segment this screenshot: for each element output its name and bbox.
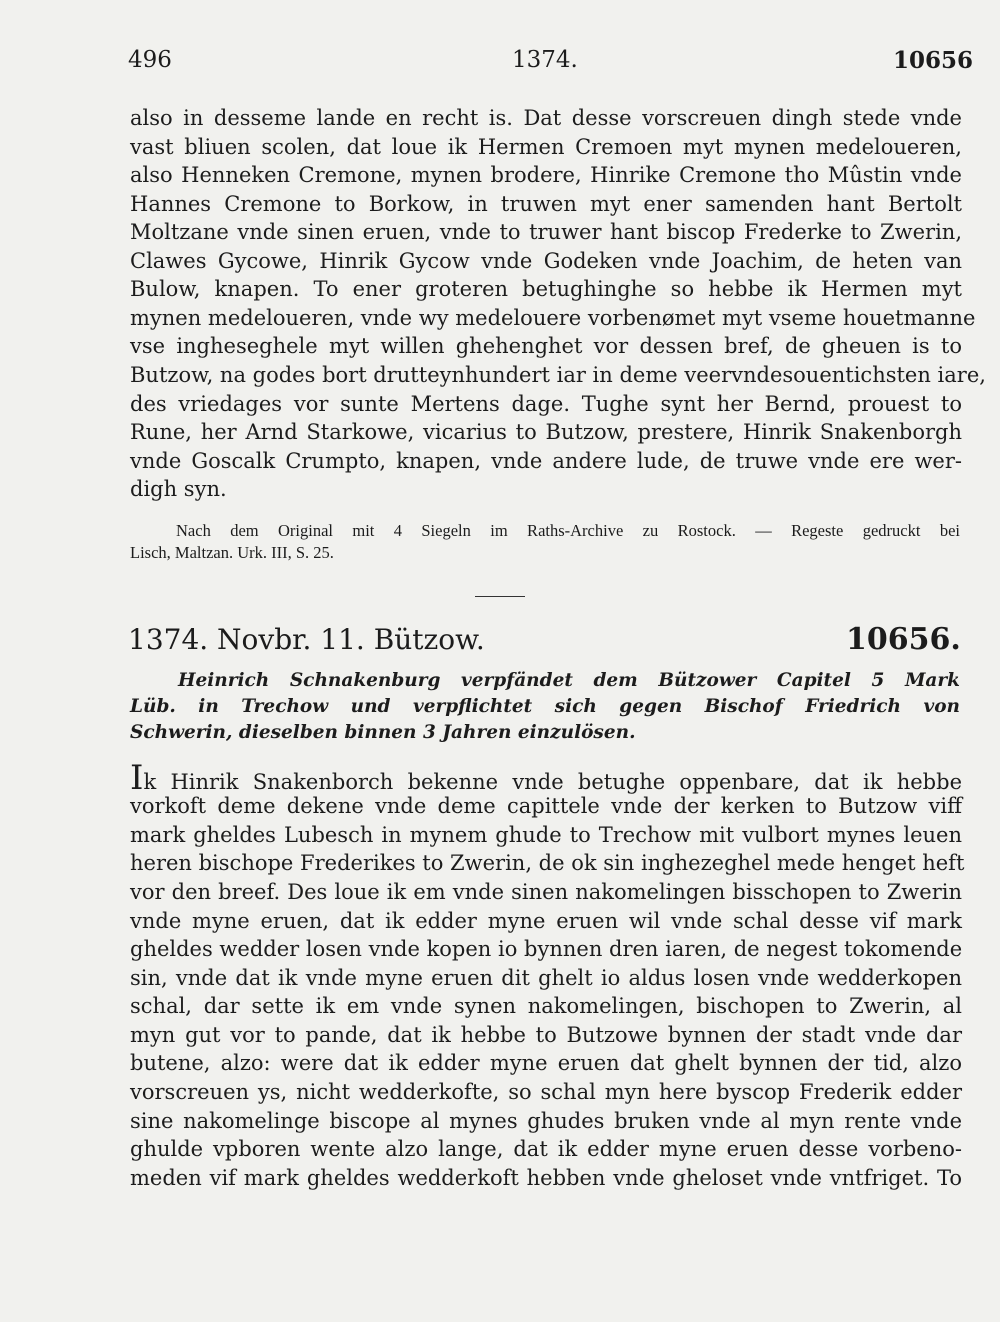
body-line: meden vif mark gheldes wedderkoft hebben vnde gheloset vnde vntfriget. To <box>130 1166 962 1190</box>
header-year: 1374. <box>512 47 578 73</box>
page-number: 496 <box>128 47 172 73</box>
initial-letter: I <box>130 758 144 798</box>
body-line: mark gheldes Lubesch in mynem ghude to Trechow mit vulbort mynes leuen <box>130 823 962 847</box>
continuation-line: Clawes Gycowe, Hinrik Gycow vnde Godeken vnde Joachim, de heten van <box>130 249 962 273</box>
continuation-line: mynen medeloueren, vnde wy medelouere vorbenømet myt vseme houetmanne <box>130 306 976 330</box>
body-line: vor den breef. Des loue ik em vnde sinen nakomelingen bisschopen to Zwerin <box>130 880 962 904</box>
continuation-line: vast bliuen scolen, dat loue ik Hermen Cremoen myt mynen medeloueren, <box>130 135 962 159</box>
continuation-line: Rune, her Arnd Starkowe, vicarius to Butzow, prestere, Hinrik Snakenborgh <box>130 420 962 444</box>
source-note-line: Lisch, Maltzan. Urk. III, S. 25. <box>130 543 334 562</box>
body-line: butene, alzo: were dat ik edder myne eruen dat ghelt bynnen der tid, alzo <box>130 1051 962 1075</box>
header-document-number: 10656 <box>893 47 974 74</box>
section-divider <box>475 596 525 597</box>
document-heading-date: 1374. Novbr. 11. Bützow. <box>128 623 485 656</box>
body-line: myn gut vor to pande, dat ik hebbe to Butzowe bynnen der stadt vnde dar <box>130 1023 962 1047</box>
body-line: vorscreuen ys, nicht wedderkofte, so schal myn here byscop Frederik edder <box>130 1080 962 1104</box>
continuation-line: Bulow, knapen. To ener groteren betughinghe so hebbe ik Hermen myt <box>130 277 962 301</box>
body-line: vorkoft deme dekene vnde deme capittele vnde der kerken to Butzow viff <box>130 794 962 818</box>
regest-line: Lüb. in Trechow und verpflichtet sich gegen Bischof Friedrich von <box>130 696 960 717</box>
regest-line: Heinrich Schnakenburg verpfändet dem Bützower Capitel 5 Mark <box>178 670 960 691</box>
continuation-line: also in desseme lande en recht is. Dat desse vorscreuen dingh stede vnde <box>130 106 962 130</box>
regest-line: Schwerin, dieselben binnen 3 Jahren einzulösen. <box>130 722 636 743</box>
continuation-line: also Henneken Cremone, mynen brodere, Hinrike Cremone tho Mûstin vnde <box>130 163 962 187</box>
body-line: ghulde vpboren wente alzo lange, dat ik edder myne eruen desse vorbeno- <box>130 1137 962 1161</box>
continuation-line: Moltzane vnde sinen eruen, vnde to truwer hant biscop Frederke to Zwerin, <box>130 220 962 244</box>
first-line-text: k Hinrik Snakenborch bekenne vnde betughe oppenbare, dat ik hebbe <box>143 770 962 794</box>
body-line: sin, vnde dat ik vnde myne eruen dit ghelt io aldus losen vnde wedderkopen <box>130 966 962 990</box>
continuation-line: Hannes Cremone to Borkow, in truwen myt ener samenden hant Bertolt <box>130 192 962 216</box>
body-line: heren bischope Frederikes to Zwerin, de ok sin inghezeghel mede henget heft <box>130 851 965 875</box>
continuation-line: digh syn. <box>130 477 227 501</box>
source-note-line: Nach dem Original mit 4 Siegeln im Raths-Archive zu Rostock. — Regeste gedruckt bei <box>176 521 960 540</box>
continuation-line: vnde Goscalk Crumpto, knapen, vnde andere lude, de truwe vnde ere wer- <box>130 449 962 473</box>
continuation-line: vse ingheseghele myt willen ghehenghet vor dessen bref, de gheuen is to <box>130 334 962 358</box>
body-line: schal, dar sette ik em vnde synen nakomelingen, bischopen to Zwerin, al <box>130 994 962 1018</box>
document-heading-number: 10656. <box>846 622 961 657</box>
continuation-line: des vriedages vor sunte Mertens dage. Tughe synt her Bernd, prouest to <box>130 392 962 416</box>
body-line: vnde myne eruen, dat ik edder myne eruen wil vnde schal desse vif mark <box>130 909 962 933</box>
continuation-line: Butzow, na godes bort drutteynhundert iar in deme veervndesouentichsten iare, <box>130 363 986 387</box>
body-line: gheldes wedder losen vnde kopen io bynnen dren iaren, de negest tokomende <box>130 937 963 961</box>
body-line: sine nakomelinge biscope al mynes ghudes bruken vnde al myn rente vnde <box>130 1109 962 1133</box>
